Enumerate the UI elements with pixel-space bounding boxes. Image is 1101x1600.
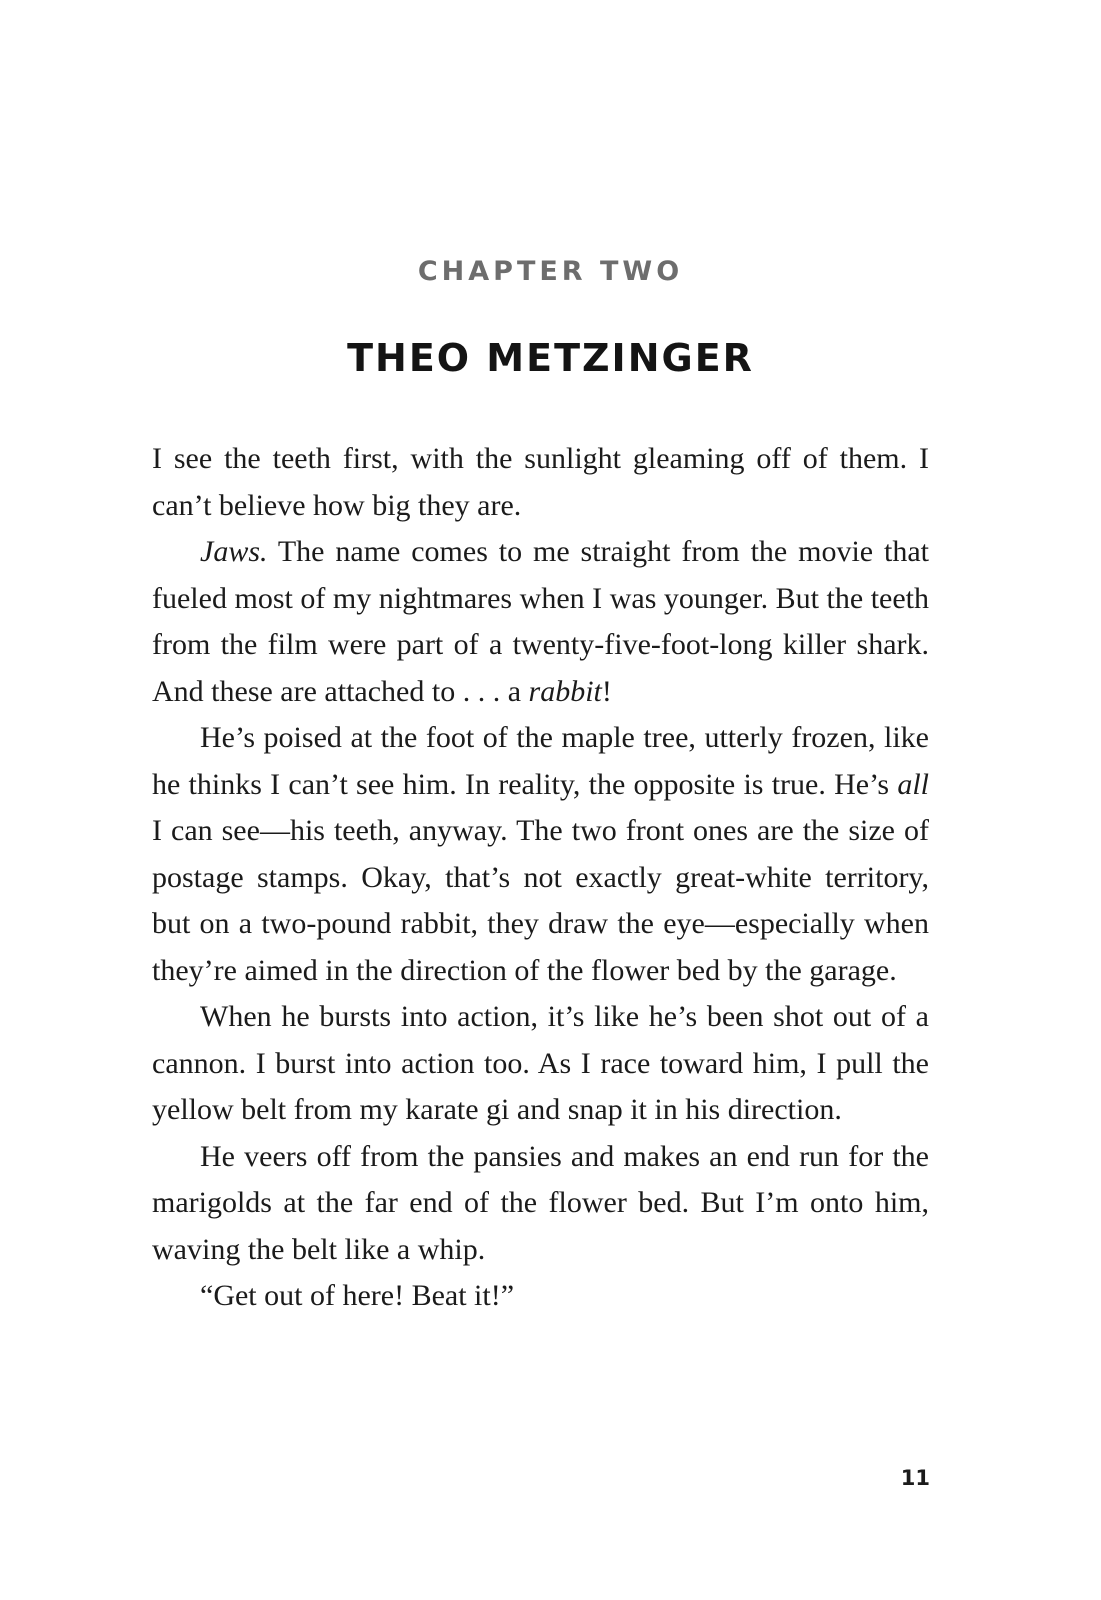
paragraph-3-text-b: I can see—his teeth, anyway. The two front ones are the size of postage stamps. Okay, that’s not exactly great-white territory, but on a two-pound rabbit, they draw the eye—especially when they’re aimed in the direction of the flower bed by the garage. <box>152 814 929 987</box>
paragraph-2-italic-lead: Jaws. <box>200 535 268 568</box>
paragraph-2-text-a: The name comes to me straight from the movie that fueled most of my nightmares when I was younger. But the teeth from the film were part of a twenty-five-foot-long killer shark. And these are attached to . . . a <box>152 535 929 708</box>
page-number: 11 <box>900 1466 930 1490</box>
body-text <box>152 436 929 1320</box>
paragraph-2-italic-word: rabbit <box>528 674 602 708</box>
paragraph-3-text-a: He’s poised at the foot of the maple tree, utterly frozen, like he thinks I can’t see him. In reality, the opposite is true. He’s <box>152 721 929 801</box>
paragraph-2-text-b: ! <box>601 674 612 708</box>
paragraph-1: I see the teeth first, with the sunlight gleaming off of them. I can’t believe how big they are. <box>152 442 929 522</box>
chapter-title: THEO METZINGER <box>347 336 754 380</box>
paragraph-2 <box>152 529 929 715</box>
paragraph-6: “Get out of here! Beat it!” <box>200 1279 515 1312</box>
paragraph-3-italic-word: all <box>897 767 929 801</box>
paragraph-5: He veers off from the pansies and makes an end run for the marigolds at the far end of the flower bed. But I’m onto him, waving the belt like a whip. <box>152 1139 929 1266</box>
chapter-label: CHAPTER TWO <box>417 256 684 287</box>
paragraph-3 <box>152 715 929 994</box>
paragraph-4: When he bursts into action, it’s like he’s been shot out of a cannon. I burst into action too. As I race toward him, I pull the yellow belt from my karate gi and snap it in his direction. <box>152 1000 929 1126</box>
